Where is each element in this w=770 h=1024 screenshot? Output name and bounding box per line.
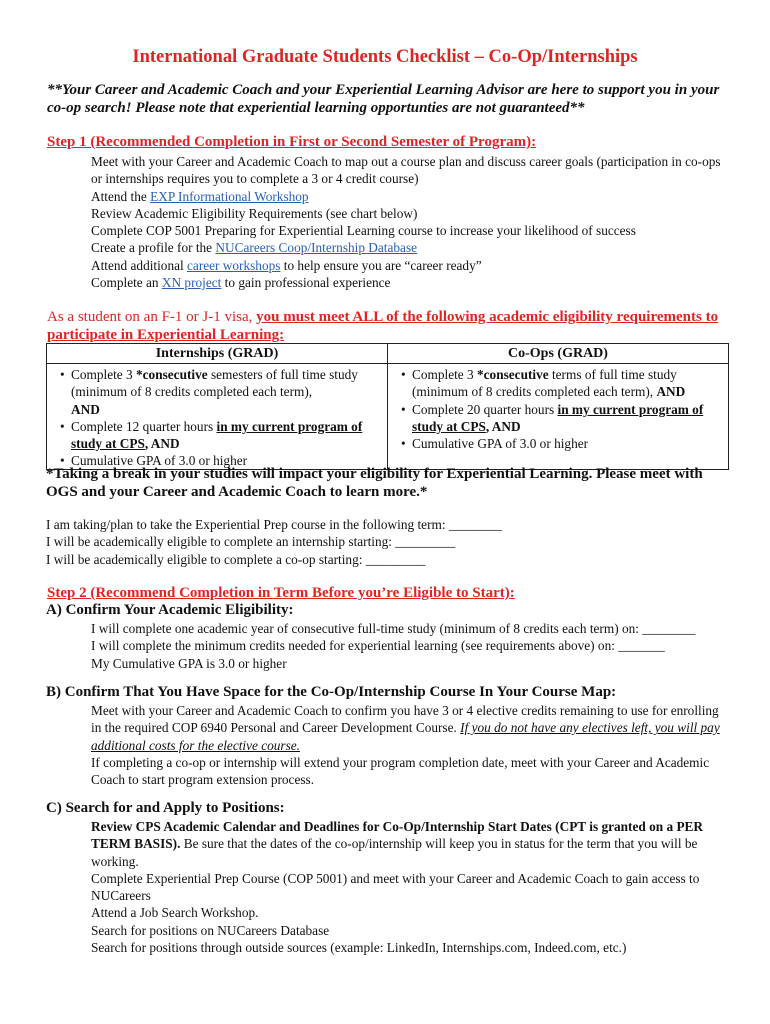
program-extension-item: If completing a co-op or internship will extend your program completion date, meet with your Career and Academic Coach to start program extension process.: [91, 754, 710, 788]
xn-project-link[interactable]: XN project: [161, 275, 222, 291]
requirement-bullet: • Complete 3 *consecutive terms of full time study (minimum of 8 credits completed each term), AND: [401, 367, 686, 400]
break-warning: *Taking a break in your studies will impact your eligibility for Experiential Learning. Please meet with OGS and your Career and Academic Coach to learn more.*: [46, 466, 703, 500]
academic-calendar-item: Review CPS Academic Calendar and Deadlines for Co-Op/Internship Start Dates (CPT is granted on a PER TERM BASIS). Be sure that the dates of the co-op/internship will keep you in status for the term that you will be working.: [91, 819, 704, 869]
eligibility-table: [46, 343, 729, 470]
requirement-bullet: • Complete 12 quarter hours in my current program of study at CPS, AND: [60, 418, 363, 452]
prep-course-term-field[interactable]: I am taking/plan to take the Experiential Prep course in the following term: ________: [46, 517, 503, 532]
step1-heading: Step 1 (Recommended Completion in First or Second Semester of Program):: [47, 134, 537, 150]
career-workshops-link[interactable]: career workshops: [187, 257, 281, 273]
section-c-list: [91, 818, 731, 956]
requirement-bullet: • Complete 3 *consecutive semesters of full time study (minimum of 8 credits completed each term), AND: [60, 367, 358, 417]
requirement-bullet: • Cumulative GPA of 3.0 or higher: [60, 453, 248, 469]
exp-workshop-link[interactable]: EXP Informational Workshop: [150, 188, 309, 204]
requirement-bullet: • Complete 20 quarter hours in my current program of study at CPS, AND: [401, 401, 704, 434]
nucareers-database-link[interactable]: NUCareers Coop/Internship Database: [215, 240, 418, 256]
coop-start-field[interactable]: I will be academically eligible to complete a co-op starting: _________: [46, 551, 426, 567]
step2-heading: Step 2 (Recommend Completion in Term Before you’re Eligible to Start):: [47, 585, 515, 601]
gpa-item: My Cumulative GPA is 3.0 or higher: [91, 655, 287, 671]
step1-item-cop5001: Complete COP 5001 Preparing for Experiential Learning course to increase your likelihood of success: [91, 223, 636, 239]
coops-header: Co-Ops (GRAD): [388, 344, 729, 364]
prep-course-item: Complete Experiential Prep Course (COP 5001) and meet with your Career and Academic Coach to gain access to NUCareers: [91, 870, 700, 904]
step1-item-workshop: Attend the EXP Informational Workshop: [91, 188, 309, 204]
step1-item-xn: Complete an XN project to gain professional experience: [91, 275, 391, 291]
section-c-heading: C) Search for and Apply to Positions:: [46, 800, 285, 816]
elective-credits-item: Meet with your Career and Academic Coach to confirm you have 3 or 4 elective credits remaining to use for enrolling in the required COP 6940 Personal and Career Development Course. If you do not have any electives left, you will pay additional costs for the elective course.: [91, 703, 720, 753]
nucareers-search-item: Search for positions on NUCareers Database: [91, 922, 330, 938]
step1-item-coach: Meet with your Career and Academic Coach to map out a course plan and discuss career goals (participation in co-ops or internships requires you to complete a 3 or 4 credit course): [91, 154, 721, 187]
internship-start-field[interactable]: I will be academically eligible to complete an internship starting: _________: [46, 534, 456, 550]
section-b-list: [91, 702, 731, 788]
coops-requirements: [388, 364, 729, 470]
internships-requirements: [47, 364, 388, 470]
step1-item-eligibility: Review Academic Eligibility Requirements (see chart below): [91, 205, 418, 221]
internships-header: Internships (GRAD): [47, 344, 388, 364]
step1-list: [91, 153, 731, 291]
page-title: International Graduate Students Checklist – Co-Op/Internships: [132, 47, 638, 67]
minimum-credits-field[interactable]: I will complete the minimum credits needed for experiential learning (see requirements above) on: _______: [91, 638, 665, 654]
requirement-bullet: • Cumulative GPA of 3.0 or higher: [401, 436, 589, 452]
job-search-workshop-item: Attend a Job Search Workshop.: [91, 905, 259, 921]
intro-note: **Your Career and Academic Coach and your Experiential Learning Advisor are here to support you in your co-op search! Please note that experiential learning opportunties are not guaranteed**: [47, 82, 720, 116]
step1-item-profile: Create a profile for the NUCareers Coop/Internship Database: [91, 240, 418, 256]
section-a-list: [91, 620, 731, 672]
visa-requirement-statement: As a student on an F-1 or J-1 visa, you must meet ALL of the following academic eligibility requirements to participate in Experiential Learning:: [47, 309, 719, 343]
section-a-heading: A) Confirm Your Academic Eligibility:: [46, 602, 294, 618]
section-b-heading: B) Confirm That You Have Space for the Co-Op/Internship Course In Your Course Map:: [46, 684, 617, 700]
full-time-study-field[interactable]: I will complete one academic year of consecutive full-time study (minimum of 8 credits each term) on: ________: [91, 621, 696, 636]
outside-sources-item: Search for positions through outside sources (example: LinkedIn, Internships.com, Indeed.com, etc.): [91, 940, 627, 956]
step1-item-career-workshops: Attend additional career workshops to help ensure you are “career ready”: [91, 257, 482, 273]
term-plan-lines: [46, 516, 736, 568]
